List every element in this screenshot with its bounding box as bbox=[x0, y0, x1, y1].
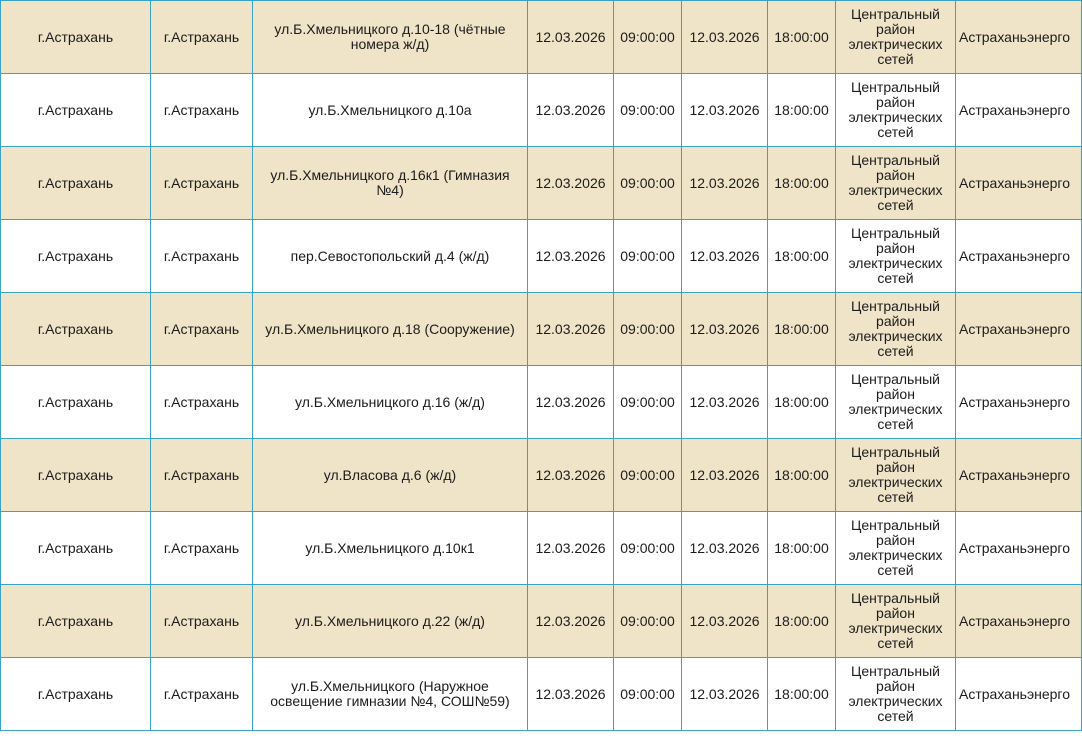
district-cell: Центральный район электрических сетей bbox=[836, 220, 956, 293]
start-time-cell: 09:00:00 bbox=[614, 658, 682, 731]
end-date-cell: 12.03.2026 bbox=[682, 439, 768, 512]
locality-cell: г.Астрахань bbox=[151, 220, 253, 293]
city-cell: г.Астрахань bbox=[1, 512, 151, 585]
district-cell: Центральный район электрических сетей bbox=[836, 366, 956, 439]
table-row bbox=[1, 1, 1082, 74]
district-cell: Центральный район электрических сетей bbox=[836, 74, 956, 147]
locality-cell: г.Астрахань bbox=[151, 147, 253, 220]
start-date-cell: 12.03.2026 bbox=[528, 585, 614, 658]
start-time-cell: 09:00:00 bbox=[614, 220, 682, 293]
address-cell: ул.Б.Хмельницкого д.16 (ж/д) bbox=[253, 366, 528, 439]
locality-cell: г.Астрахань bbox=[151, 293, 253, 366]
city-cell: г.Астрахань bbox=[1, 658, 151, 731]
district-cell: Центральный район электрических сетей bbox=[836, 439, 956, 512]
organization-cell: Астраханьэнерго bbox=[956, 366, 1082, 439]
organization-cell: Астраханьэнерго bbox=[956, 439, 1082, 512]
organization-cell: Астраханьэнерго bbox=[956, 1, 1082, 74]
address-cell: ул.Б.Хмельницкого (Наружное освещение гимназии №4, СОШ№59) bbox=[253, 658, 528, 731]
start-date-cell: 12.03.2026 bbox=[528, 1, 614, 74]
address-cell: ул.Власова д.6 (ж/д) bbox=[253, 439, 528, 512]
city-cell: г.Астрахань bbox=[1, 1, 151, 74]
city-cell: г.Астрахань bbox=[1, 439, 151, 512]
organization-cell: Астраханьэнерго bbox=[956, 585, 1082, 658]
start-time-cell: 09:00:00 bbox=[614, 74, 682, 147]
start-time-cell: 09:00:00 bbox=[614, 512, 682, 585]
address-cell: ул.Б.Хмельницкого д.10к1 bbox=[253, 512, 528, 585]
start-date-cell: 12.03.2026 bbox=[528, 512, 614, 585]
end-time-cell: 18:00:00 bbox=[768, 366, 836, 439]
end-date-cell: 12.03.2026 bbox=[682, 658, 768, 731]
city-cell: г.Астрахань bbox=[1, 366, 151, 439]
end-date-cell: 12.03.2026 bbox=[682, 293, 768, 366]
start-time-cell: 09:00:00 bbox=[614, 439, 682, 512]
end-date-cell: 12.03.2026 bbox=[682, 74, 768, 147]
address-cell: ул.Б.Хмельницкого д.10-18 (чётные номера ж/д) bbox=[253, 1, 528, 74]
locality-cell: г.Астрахань bbox=[151, 74, 253, 147]
start-time-cell: 09:00:00 bbox=[614, 147, 682, 220]
table-row bbox=[1, 293, 1082, 366]
district-cell: Центральный район электрических сетей bbox=[836, 512, 956, 585]
address-cell: ул.Б.Хмельницкого д.22 (ж/д) bbox=[253, 585, 528, 658]
end-time-cell: 18:00:00 bbox=[768, 147, 836, 220]
locality-cell: г.Астрахань bbox=[151, 1, 253, 74]
start-date-cell: 12.03.2026 bbox=[528, 366, 614, 439]
start-time-cell: 09:00:00 bbox=[614, 293, 682, 366]
end-time-cell: 18:00:00 bbox=[768, 658, 836, 731]
table-row bbox=[1, 220, 1082, 293]
table-row bbox=[1, 147, 1082, 220]
table-row bbox=[1, 512, 1082, 585]
organization-cell: Астраханьэнерго bbox=[956, 658, 1082, 731]
end-time-cell: 18:00:00 bbox=[768, 220, 836, 293]
organization-cell: Астраханьэнерго bbox=[956, 293, 1082, 366]
start-date-cell: 12.03.2026 bbox=[528, 658, 614, 731]
end-date-cell: 12.03.2026 bbox=[682, 1, 768, 74]
city-cell: г.Астрахань bbox=[1, 220, 151, 293]
address-cell: пер.Севостопольский д.4 (ж/д) bbox=[253, 220, 528, 293]
start-date-cell: 12.03.2026 bbox=[528, 293, 614, 366]
table-row bbox=[1, 366, 1082, 439]
end-date-cell: 12.03.2026 bbox=[682, 366, 768, 439]
city-cell: г.Астрахань bbox=[1, 585, 151, 658]
end-time-cell: 18:00:00 bbox=[768, 439, 836, 512]
end-date-cell: 12.03.2026 bbox=[682, 220, 768, 293]
district-cell: Центральный район электрических сетей bbox=[836, 1, 956, 74]
address-cell: ул.Б.Хмельницкого д.16к1 (Гимназия №4) bbox=[253, 147, 528, 220]
address-cell: ул.Б.Хмельницкого д.18 (Сооружение) bbox=[253, 293, 528, 366]
city-cell: г.Астрахань bbox=[1, 147, 151, 220]
locality-cell: г.Астрахань bbox=[151, 585, 253, 658]
end-time-cell: 18:00:00 bbox=[768, 585, 836, 658]
district-cell: Центральный район электрических сетей bbox=[836, 658, 956, 731]
end-time-cell: 18:00:00 bbox=[768, 1, 836, 74]
table-row bbox=[1, 74, 1082, 147]
end-time-cell: 18:00:00 bbox=[768, 293, 836, 366]
city-cell: г.Астрахань bbox=[1, 74, 151, 147]
district-cell: Центральный район электрических сетей bbox=[836, 585, 956, 658]
organization-cell: Астраханьэнерго bbox=[956, 220, 1082, 293]
start-time-cell: 09:00:00 bbox=[614, 585, 682, 658]
end-date-cell: 12.03.2026 bbox=[682, 147, 768, 220]
table-row bbox=[1, 585, 1082, 658]
end-time-cell: 18:00:00 bbox=[768, 512, 836, 585]
end-date-cell: 12.03.2026 bbox=[682, 585, 768, 658]
outage-table-body bbox=[1, 1, 1082, 731]
district-cell: Центральный район электрических сетей bbox=[836, 147, 956, 220]
end-time-cell: 18:00:00 bbox=[768, 74, 836, 147]
end-date-cell: 12.03.2026 bbox=[682, 512, 768, 585]
organization-cell: Астраханьэнерго bbox=[956, 74, 1082, 147]
city-cell: г.Астрахань bbox=[1, 293, 151, 366]
start-time-cell: 09:00:00 bbox=[614, 366, 682, 439]
start-date-cell: 12.03.2026 bbox=[528, 439, 614, 512]
table-row bbox=[1, 658, 1082, 731]
organization-cell: Астраханьэнерго bbox=[956, 147, 1082, 220]
start-time-cell: 09:00:00 bbox=[614, 1, 682, 74]
start-date-cell: 12.03.2026 bbox=[528, 220, 614, 293]
start-date-cell: 12.03.2026 bbox=[528, 147, 614, 220]
start-date-cell: 12.03.2026 bbox=[528, 74, 614, 147]
locality-cell: г.Астрахань bbox=[151, 512, 253, 585]
locality-cell: г.Астрахань bbox=[151, 366, 253, 439]
locality-cell: г.Астрахань bbox=[151, 658, 253, 731]
address-cell: ул.Б.Хмельницкого д.10а bbox=[253, 74, 528, 147]
locality-cell: г.Астрахань bbox=[151, 439, 253, 512]
table-row bbox=[1, 439, 1082, 512]
organization-cell: Астраханьэнерго bbox=[956, 512, 1082, 585]
district-cell: Центральный район электрических сетей bbox=[836, 293, 956, 366]
